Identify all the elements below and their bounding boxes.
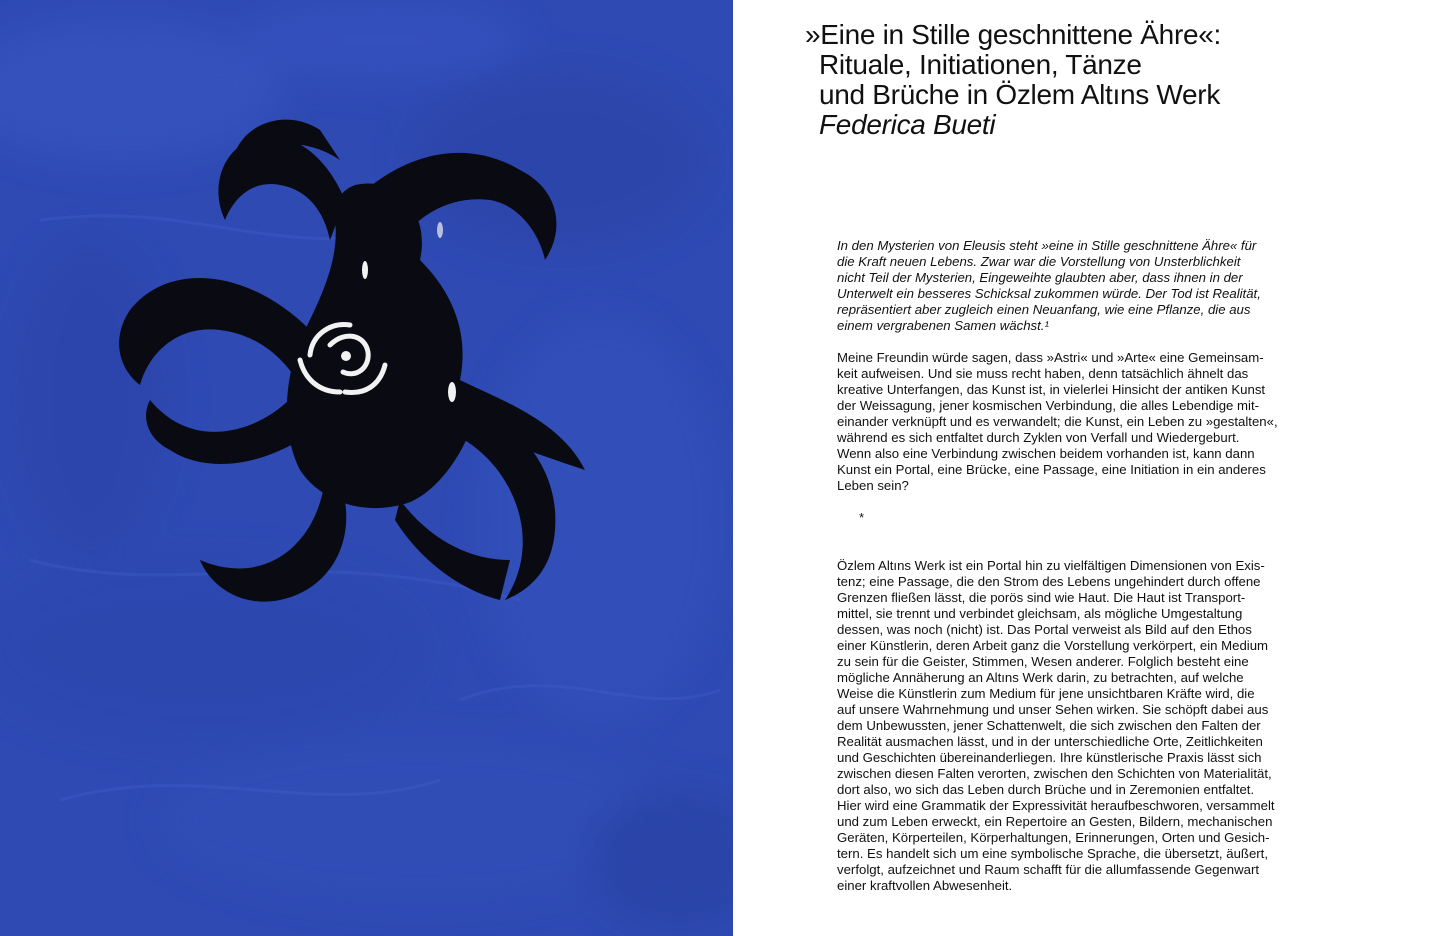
text-line: Hier wird eine Grammatik der Expressivität heraufbeschworen, versammelt bbox=[837, 798, 1275, 813]
text-line: einer kraftvollen Abwesenheit. bbox=[837, 878, 1013, 893]
text-line: einem vergrabenen Samen wächst.¹ bbox=[837, 318, 1049, 333]
text-line: mittel, sie trennt und verbindet gleichsam, als mögliche Umgestaltung bbox=[837, 606, 1243, 621]
text-line: dort also, wo sich das Leben durch Brüche und in Zeremonien entfaltet. bbox=[837, 782, 1255, 797]
text-line: Leben sein? bbox=[837, 478, 909, 493]
text-line: zu sein für die Geister, Stimmen, Wesen anderer. Folglich besteht eine bbox=[837, 654, 1249, 669]
text-line: und zum Leben erweckt, ein Repertoire an Gesten, Bildern, mechanischen bbox=[837, 814, 1273, 829]
author-name: Federica Bueti bbox=[819, 109, 996, 140]
paragraph bbox=[837, 558, 1297, 894]
text-page bbox=[733, 0, 1445, 936]
text-line: repräsentiert aber zugleich einen Neuanfang, wie eine Pflanze, die aus bbox=[837, 302, 1251, 317]
text-line: Kunst ein Portal, eine Brücke, eine Passage, eine Initiation in ein anderes bbox=[837, 462, 1266, 477]
text-line: tenz; eine Passage, die den Strom des Lebens ungehindert durch offene bbox=[837, 574, 1261, 589]
text-line: In den Mysterien von Eleusis steht »eine in Stille geschnittene Ähre« für bbox=[837, 238, 1257, 253]
text-line: Meine Freundin würde sagen, dass »Astri« und »Arte« eine Gemeinsam- bbox=[837, 350, 1264, 365]
text-line: einander verknüpft und es verwandelt; die Kunst, ein Leben zu »gestalten«, bbox=[837, 414, 1278, 429]
text-line: Realität ausmachen lässt, und in der unterschiedliche Orte, Zeitlichkeiten bbox=[837, 734, 1263, 749]
text-line: auf unsere Wahrnehmung und unser Sehen wirken. Sie schöpft dabei aus bbox=[837, 702, 1269, 717]
text-line: und Geschichten übereinanderliegen. Ihre künstlerische Praxis lässt sich bbox=[837, 750, 1262, 765]
text-line: während es sich entfaltet durch Zyklen von Verfall und Wiedergeburt. bbox=[837, 430, 1240, 445]
article-body bbox=[837, 238, 1297, 894]
text-line: die Kraft neuen Lebens. Zwar war die Vorstellung von Unsterblichkeit bbox=[837, 254, 1241, 269]
article-title bbox=[805, 19, 1419, 140]
text-line: Weise die Künstlerin zum Medium für jene unsichtbaren Kräfte wird, die bbox=[837, 686, 1255, 701]
text-line: nicht Teil der Mysterien, Eingeweihte glaubten aber, dass ihnen in der bbox=[837, 270, 1243, 285]
title-line: Rituale, Initiationen, Tänze bbox=[819, 49, 1142, 80]
text-line: kreative Unterfangen, das Kunst ist, in vielerlei Hinsicht der antiken Kunst bbox=[837, 382, 1266, 397]
text-line: keit aufweisen. Und sie muss recht haben, denn tatsächlich ähnelt das bbox=[837, 366, 1249, 381]
section-separator: * bbox=[859, 510, 865, 525]
text-line: Özlem Altıns Werk ist ein Portal hin zu vielfältigen Dimensionen von Exis- bbox=[837, 558, 1265, 573]
title-line: »Eine in Stille geschnittene Ähre«: bbox=[805, 19, 1221, 50]
text-line: mögliche Annäherung an Altıns Werk darin, zu betrachten, auf welche bbox=[837, 670, 1244, 685]
intro-paragraph bbox=[837, 238, 1297, 334]
paragraph bbox=[837, 350, 1297, 494]
title-line: und Brüche in Özlem Altıns Werk bbox=[819, 79, 1221, 110]
text-line: Geräten, Körperteilen, Körperhaltungen, Erinnerungen, Orten und Gesich- bbox=[837, 830, 1270, 845]
text-line: Wenn also eine Verbindung zwischen beidem vorhanden ist, kann dann bbox=[837, 446, 1255, 461]
text-line: zwischen diesen Falten verorten, zwischen den Schichten von Materialität, bbox=[837, 766, 1272, 781]
text-line: Unterwelt ein besseres Schicksal zukommen würde. Der Tod ist Realität, bbox=[837, 286, 1261, 301]
text-line: der Weissagung, jener kosmischen Verbindung, die alles Lebendige mit- bbox=[837, 398, 1260, 413]
text-line: tern. Es handelt sich um eine symbolische Sprache, die übersetzt, äußert, bbox=[837, 846, 1269, 861]
text-line: dessen, was noch (nicht) ist. Das Portal verweist als Bild auf den Ethos bbox=[837, 622, 1252, 637]
text-line: einer Künstlerin, deren Arbeit ganz die Vorstellung verkörpert, ein Medium bbox=[837, 638, 1269, 653]
text-line: verfolgt, aufzeichnet und Raum schafft für die allumfassende Gegenwart bbox=[837, 862, 1259, 877]
text-line: dem Unbewussten, jener Schattenwelt, die sich zwischen den Falten der bbox=[837, 718, 1261, 733]
text-line: Grenzen fließen lässt, die porös sind wie Haut. Die Haut ist Transport- bbox=[837, 590, 1246, 605]
